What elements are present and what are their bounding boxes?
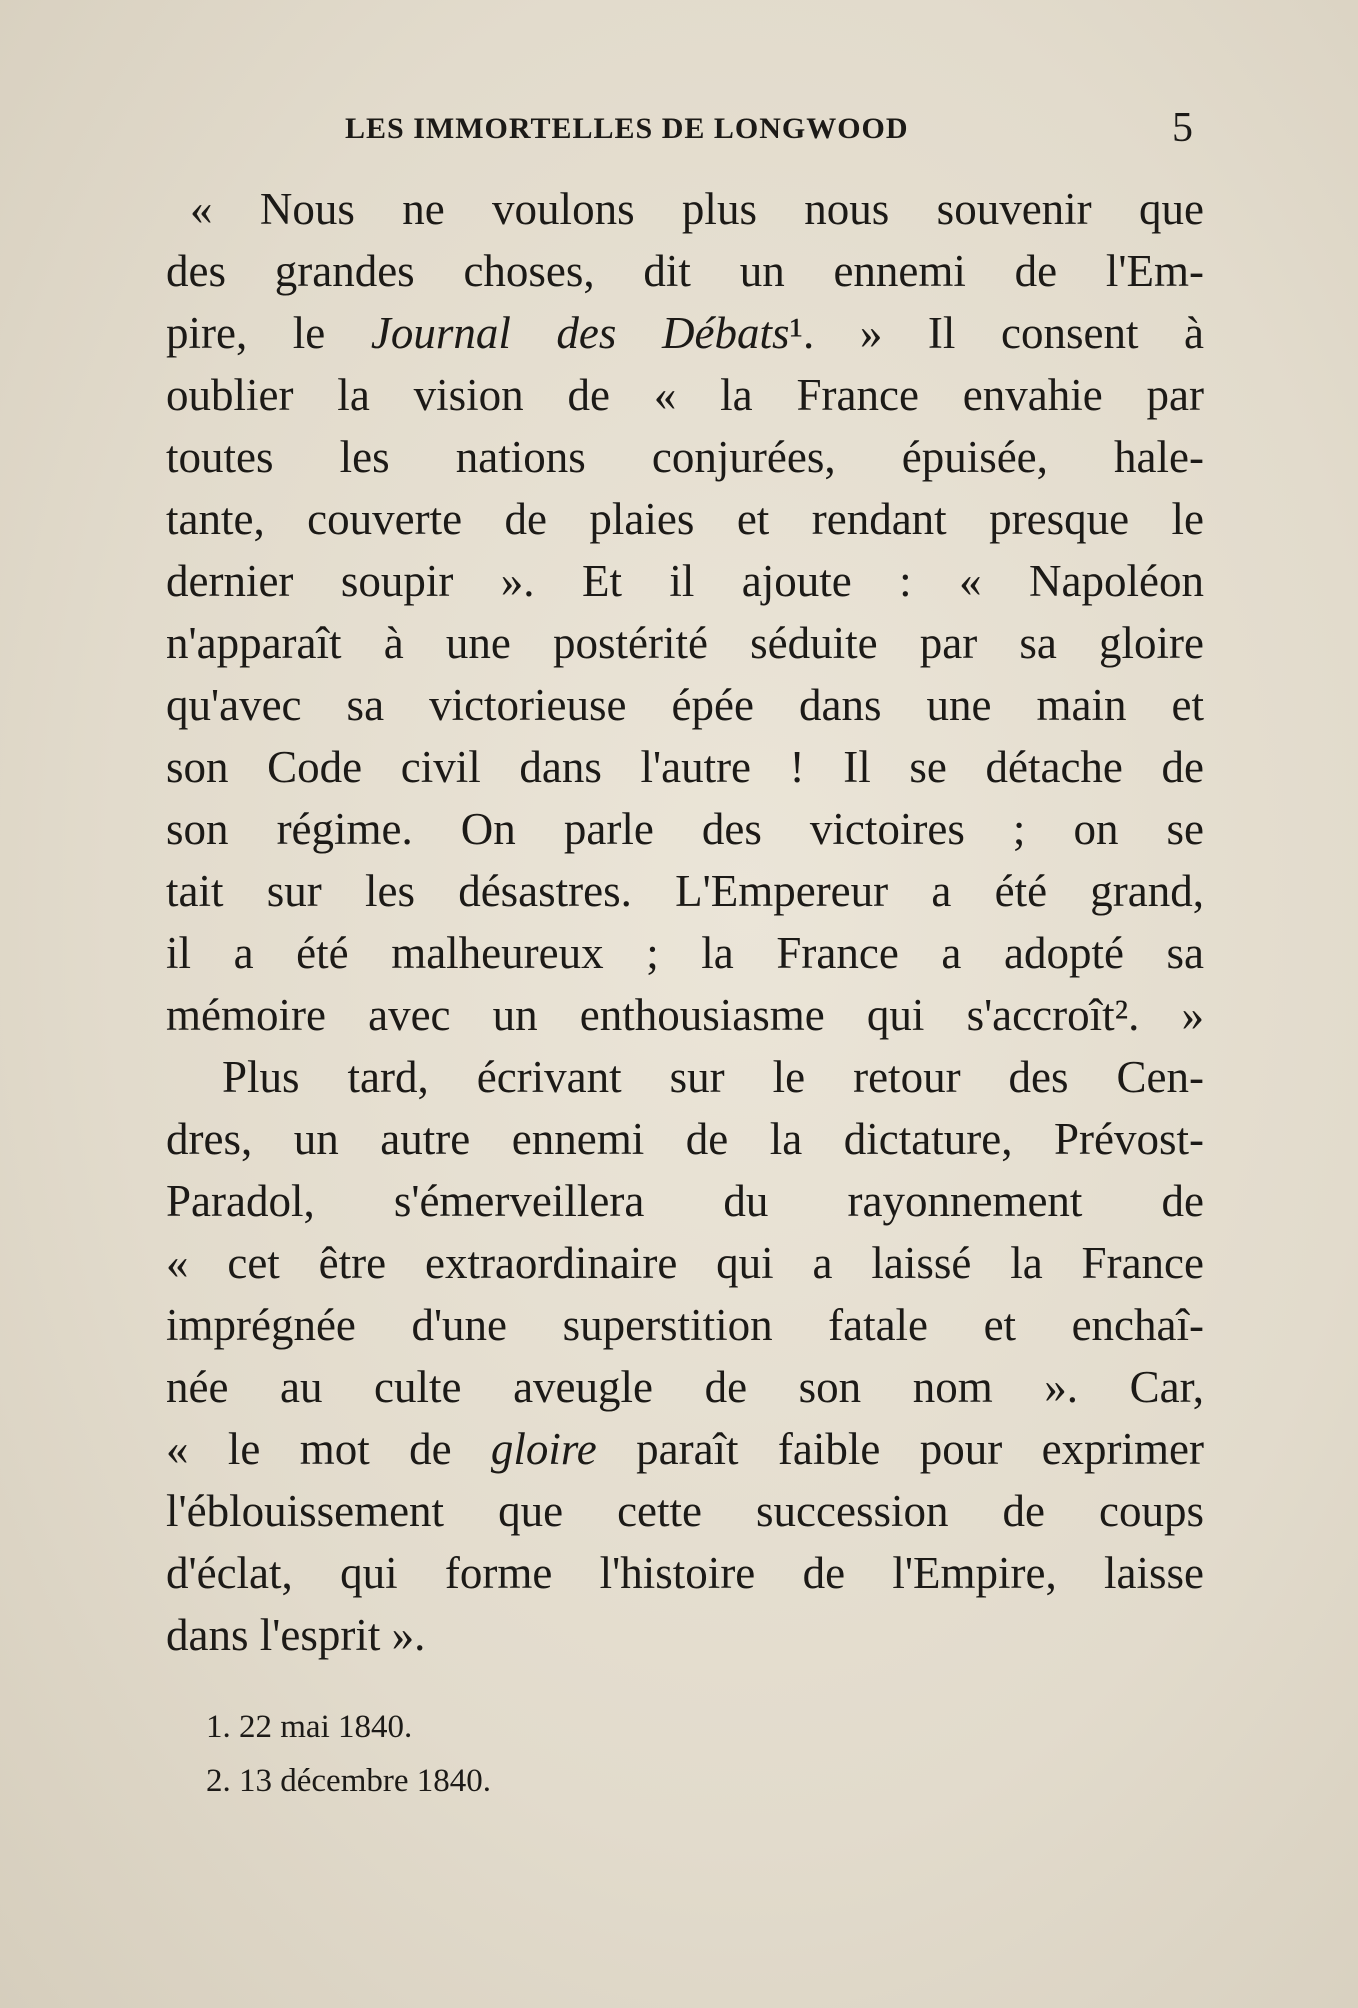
text-line: dernier soupir ». Et il ajoute : « Napoléon	[166, 556, 1204, 606]
text-fragment: pire, le	[166, 308, 371, 358]
text-line: il a été malheureux ; la France a adopté sa	[166, 928, 1204, 978]
text-line: dans l'esprit ».	[166, 1610, 426, 1660]
text-line: toutes les nations conjurées, épuisée, hale-	[166, 432, 1204, 482]
text-line: son régime. On parle des victoires ; on se	[166, 804, 1204, 854]
paragraph-start-line: Plus tard, écrivant sur le retour des Cen-	[222, 1052, 1204, 1102]
text-fragment: ¹. » Il consent à	[789, 308, 1204, 358]
text-line: dres, un autre ennemi de la dictature, Prévost-	[166, 1114, 1204, 1164]
page-number: 5	[1172, 105, 1193, 151]
text-line: son Code civil dans l'autre ! Il se détache de	[166, 742, 1204, 792]
text-line: imprégnée d'une superstition fatale et enchaî-	[166, 1300, 1204, 1350]
text-line: d'éclat, qui forme l'histoire de l'Empire, laisse	[166, 1548, 1204, 1598]
text-line: tante, couverte de plaies et rendant presque le	[166, 494, 1204, 544]
text-line: oublier la vision de « la France envahie par	[166, 370, 1204, 420]
running-title: LES IMMORTELLES DE LONGWOOD	[345, 112, 909, 145]
body-text	[166, 178, 1204, 1666]
text-line-with-italic-title	[166, 302, 1204, 364]
text-line: Paradol, s'émerveillera du rayonnement de	[166, 1176, 1204, 1226]
footnote-1: 1. 22 mai 1840.	[206, 1709, 413, 1745]
text-line: des grandes choses, dit un ennemi de l'Em-	[166, 246, 1204, 296]
footnote-2: 2. 13 décembre 1840.	[206, 1763, 491, 1799]
text-line: « Nous ne voulons plus nous souvenir que	[190, 184, 1204, 234]
italic-title: Journal des Débats	[370, 308, 790, 358]
text-line: n'apparaît à une postérité séduite par sa gloire	[166, 618, 1204, 668]
text-line: mémoire avec un enthousiasme qui s'accroît². »	[166, 990, 1204, 1040]
text-line: l'éblouissement que cette succession de coups	[166, 1486, 1204, 1536]
text-line-with-italic-word	[166, 1418, 1204, 1480]
text-line: tait sur les désastres. L'Empereur a été grand,	[166, 866, 1204, 916]
text-line: née au culte aveugle de son nom ». Car,	[166, 1362, 1204, 1412]
text-fragment: paraît faible pour exprimer	[596, 1424, 1204, 1474]
text-line: qu'avec sa victorieuse épée dans une main et	[166, 680, 1204, 730]
italic-word: gloire	[490, 1424, 597, 1474]
footnotes	[206, 1700, 491, 1808]
text-line: « cet être extraordinaire qui a laissé la France	[166, 1238, 1204, 1288]
text-fragment: « le mot de	[166, 1424, 491, 1474]
